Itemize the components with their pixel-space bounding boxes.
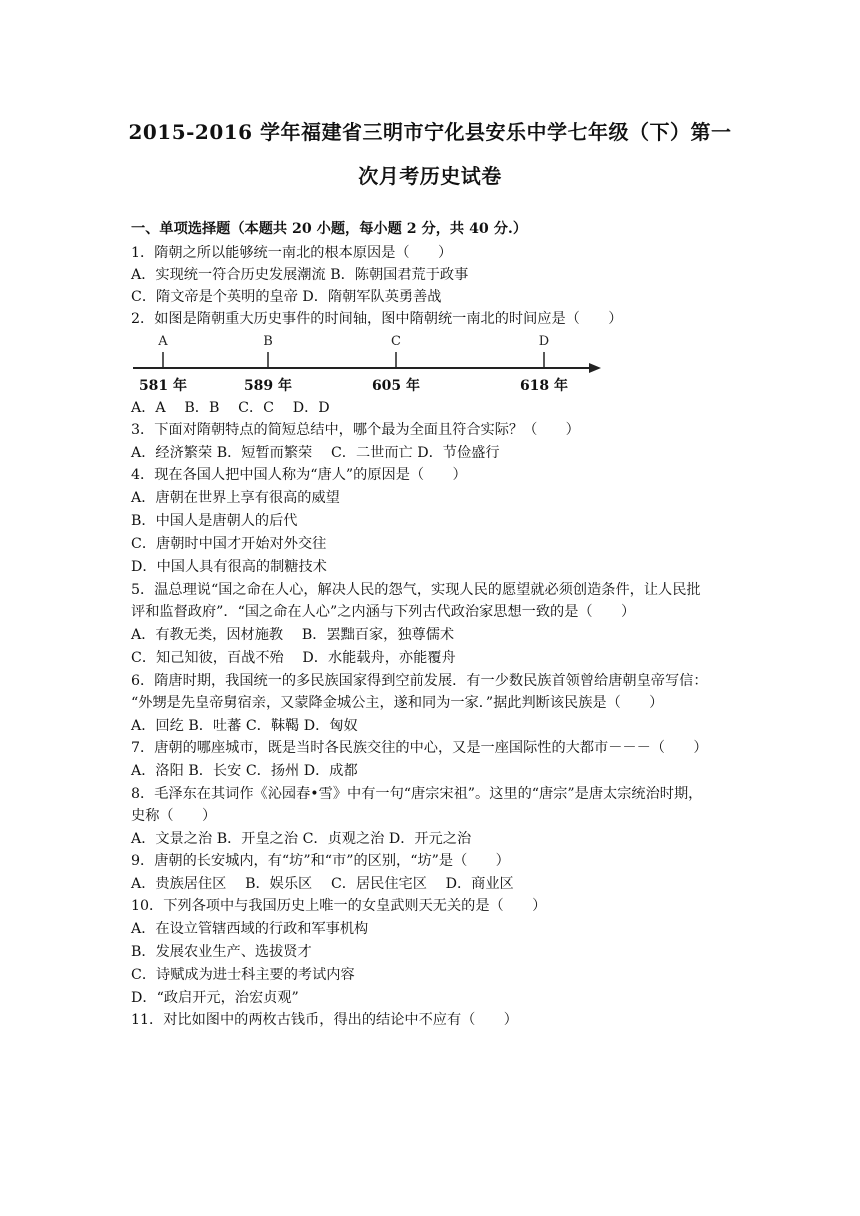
timeline-year-b: 589 年 [243,378,293,394]
question-3-stem: 3．下面对隋朝特点的简短总结中，哪个最为全面且符合实际？（ ） [131,422,580,438]
question-2-stem: 2．如图是隋朝重大历史事件的时间轴，图中隋朝统一南北的时间应是（ ） [131,311,623,327]
question-4-option-c: C．唐朝时中国才开始对外交往 [131,536,327,552]
question-4-option-a: A．唐朝在世界上享有很高的威望 [131,490,340,506]
question-4-option-b: B．中国人是唐朝人的后代 [131,513,298,529]
page-title-line-1: 2015-2016 学年福建省三明市宁化县安乐中学七年级（下）第一 [128,120,732,144]
question-6-stem-1: 6．隋唐时期，我国统一的多民族国家得到空前发展．有一少数民族首领曾给唐朝皇帝写信： [131,673,708,689]
question-9-options: A．贵族居住区 B．娱乐区 C．居民住宅区 D．商业区 [131,876,514,892]
question-4-stem: 4．现在各国人把中国人称为“唐人”的原因是（ ） [131,467,467,483]
question-10-stem: 10．下列各项中与我国历史上唯一的女皇武则天无关的是（ ） [131,898,547,914]
question-5-stem-1: 5．温总理说“国之命在人心，解决人民的怨气，实现人民的愿望就必须创造条件，让人民批 [131,582,701,598]
section-heading: 一、单项选择题（本题共 20 小题，每小题 2 分，共 40 分.） [131,221,528,237]
timeline-letter-b: B [263,334,273,349]
question-10-option-d: D．“政启开元，治宏贞观” [131,990,299,1006]
timeline-letter-a: A [158,334,168,349]
timeline-figure [131,330,611,400]
timeline-letter-d: D [538,334,550,349]
timeline-year-c: 605 年 [371,378,421,394]
timeline-letter-c: C [391,334,401,349]
timeline-arrow [589,363,601,373]
question-9-stem: 9．唐朝的长安城内，有“坊”和“市”的区别，“坊”是（ ） [131,853,510,869]
question-8-options: A．文景之治 B．开皇之治 C．贞观之治 D．开元之治 [131,831,472,847]
question-5-options-cd: C．知己知彼，百战不殆 D．水能载舟，亦能覆舟 [131,650,456,666]
question-10-option-b: B．发展农业生产、选拔贤才 [131,944,312,960]
question-8-stem-2: 史称（ ） [131,808,217,824]
question-3-options: A．经济繁荣 B．短暂而繁荣 C．二世而亡 D．节俭盛行 [131,445,500,461]
question-1-stem: 1．隋朝之所以能够统一南北的根本原因是（ ） [131,245,453,261]
question-6-options: A．回纥 B．吐蕃 C．靺鞨 D．匈奴 [131,718,358,734]
question-7-options: A．洛阳 B．长安 C．扬州 D．成都 [131,763,358,779]
question-4-option-d: D．中国人具有很高的制糖技术 [131,559,327,575]
question-2-options: A．A B．B C．C D．D [131,400,330,416]
question-8-stem-1: 8．毛泽东在其词作《沁园春•雪》中有一句“唐宗宋祖”。这里的“唐宗”是唐太宗统治时期， [131,786,703,802]
timeline-year-d: 618 年 [519,378,569,394]
question-1-options-ab: A．实现统一符合历史发展潮流 B．陈朝国君荒于政事 [131,267,469,283]
question-5-stem-2: 评和监督政府”．“国之命在人心”之内涵与下列古代政治家思想一致的是（ ） [131,604,636,620]
question-11-stem: 11．对比如图中的两枚古钱币，得出的结论中不应有（ ） [131,1012,518,1028]
page-title-line-2: 次月考历史试卷 [358,164,502,188]
question-6-stem-2: “外甥是先皇帝舅宿亲，又蒙降金城公主，遂和同为一家．”据此判断该民族是（ ） [131,695,664,711]
question-1-options-cd: C．隋文帝是个英明的皇帝 D．隋朝军队英勇善战 [131,289,442,305]
question-7-stem: 7．唐朝的哪座城市，既是当时各民族交往的中心，又是一座国际性的大都市－－－（ ） [131,740,708,756]
question-10-option-a: A．在设立管辖西域的行政和军事机构 [131,921,369,937]
question-5-options-ab: A．有教无类，因材施教 B．罢黜百家，独尊儒术 [131,627,455,643]
question-10-option-c: C．诗赋成为进士科主要的考试内容 [131,967,355,983]
timeline-year-a: 581 年 [138,378,188,394]
